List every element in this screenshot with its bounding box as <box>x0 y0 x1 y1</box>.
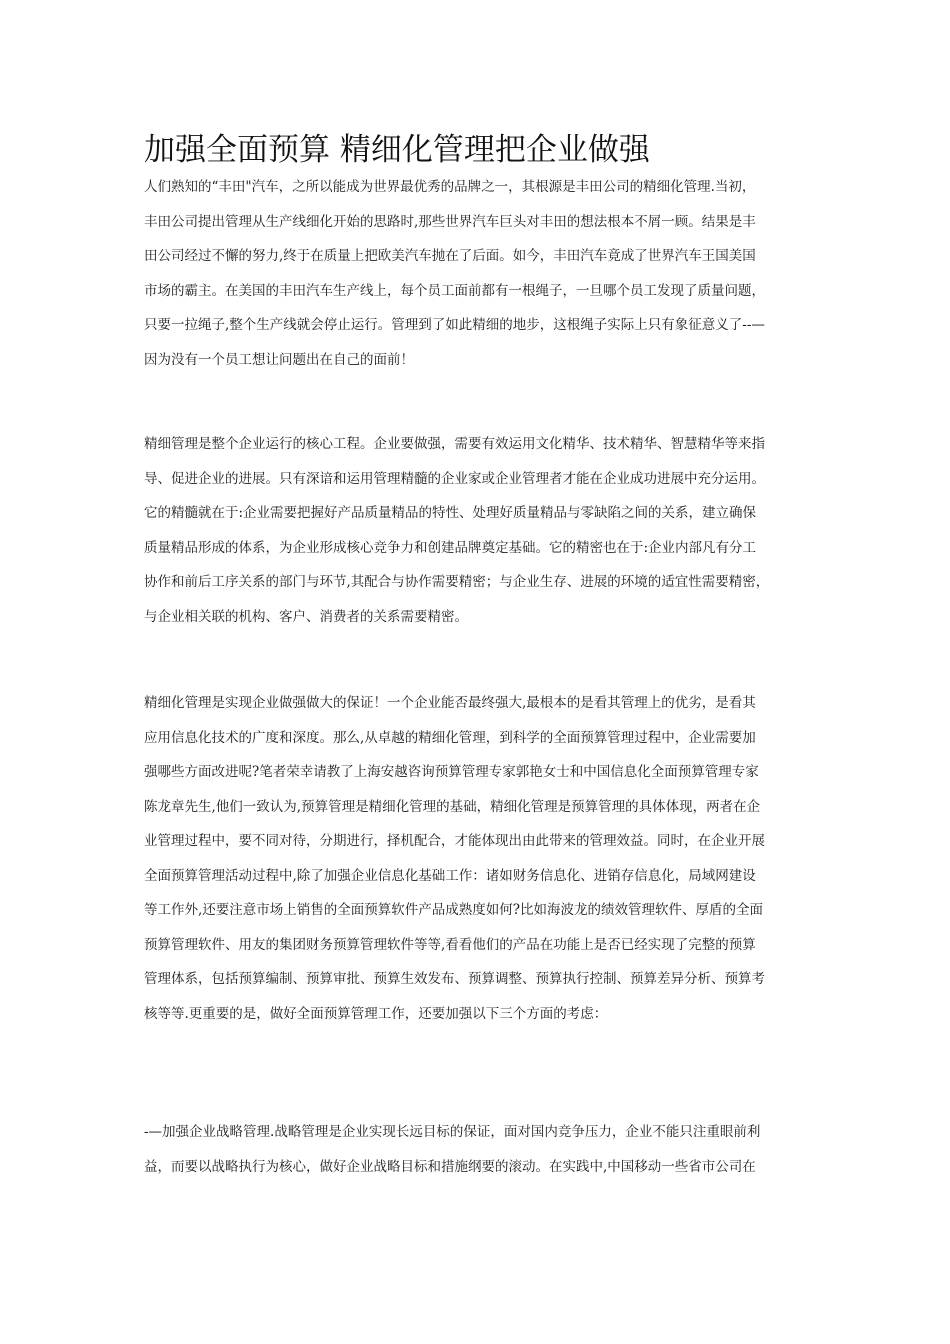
paragraph-line: 人们熟知的“丰田"汽车，之所以能成为世界最优秀的品牌之一，其根源是丰田公司的精细化管理.当初， <box>144 179 756 195</box>
paragraph-line: 强哪些方面改进呢?笔者荣幸请教了上海安越咨询预算管理专家郭艳女士和中国信息化全面预算管理专家 <box>144 764 759 780</box>
paragraph-strategy <box>144 1115 808 1184</box>
paragraph-line: 它的精髓就在于:企业需要把握好产品质量精品的特性、处理好质量精品与零缺陷之间的关系，建立确保 <box>144 505 757 521</box>
paragraph-line: 预算管理软件、用友的集团财务预算管理软件等等,看看他们的产品在功能上是否已经实现了完整的预算 <box>144 936 756 953</box>
paragraph-line: 只要一拉绳子,整个生产线就会停止运行。管理到了如此精细的地步，这根绳子实际上只有象征意义了--— <box>144 317 765 333</box>
paragraph-toyota <box>144 170 808 377</box>
paragraph-line: -—加强企业战略管理.战略管理是企业实现长远目标的保证，面对国内竞争压力，企业不能只注重眼前利 <box>144 1124 761 1140</box>
paragraph-line: 核等等.更重要的是，做好全面预算管理工作，还要加强以下三个方面的考虑： <box>144 1005 608 1022</box>
paragraph-line: 市场的霸主。在美国的丰田汽车生产线上，每个员工面前都有一根绳子，一旦哪个员工发现了质量问题， <box>144 282 765 299</box>
paragraph-line: 精细管理是整个企业运行的核心工程。企业要做强，需要有效运用文化精华、技术精华、智慧精华等来指 <box>144 436 765 452</box>
paragraph-line: 业管理过程中，要不同对待，分期进行，择机配合，才能体现出由此带来的管理效益。同时，在企业开展 <box>144 833 765 849</box>
paragraph-line: 全面预算管理活动过程中,除了加强企业信息化基础工作：诸如财务信息化、进销存信息化，局域网建设 <box>144 867 756 884</box>
paragraph-line: 因为没有一个员工想让问题出在自己的面前！ <box>144 351 414 368</box>
paragraph-line: 导、促进企业的进展。只有深谙和运用管理精髓的企业家或企业管理者才能在企业成功进展中充分运用。 <box>144 470 765 487</box>
paragraph-line: 等工作外,还要注意市场上销售的全面预算软件产品成熟度如何?比如海波龙的绩效管理软件、厚盾的全面 <box>144 902 764 918</box>
paragraph-line: 丰田公司提出管理从生产线细化开始的思路时,那些世界汽车巨头对丰田的想法根本不屑一顾。结果是丰 <box>144 213 756 230</box>
paragraph-line: 与企业相关联的机构、客户、消费者的关系需要精密。 <box>144 608 468 625</box>
paragraph-line: 田公司经过不懈的努力,终于在质量上把欧美汽车抛在了后面。如今，丰田汽车竟成了世界汽车王国美国 <box>144 248 756 264</box>
paragraph-line: 陈龙章先生,他们一致认为,预算管理是精细化管理的基础，精细化管理是预算管理的具体体现，两者在企 <box>144 798 761 815</box>
paragraph-line: 质量精品形成的体系，为企业形成核心竞争力和创建品牌奠定基础。它的精密也在于:企业内部凡有分工 <box>144 539 757 556</box>
document-title: 加强全面预算 精细化管理把企业做强 <box>144 132 650 168</box>
paragraph-line: 应用信息化技术的广度和深度。那么,从卓越的精细化管理，到科学的全面预算管理过程中，企业需要加 <box>144 729 756 746</box>
paragraph-budget-management <box>144 686 808 1031</box>
paragraph-line: 益，而要以战略执行为核心，做好企业战略目标和措施纲要的滚动。在实践中,中国移动一些省市公司在 <box>144 1158 756 1175</box>
paragraph-line: 精细化管理是实现企业做强做大的保证！一个企业能否最终强大,最根本的是看其管理上的优劣，是看其 <box>144 695 756 711</box>
paragraph-line: 协作和前后工序关系的部门与环节,其配合与协作需要精密；与企业生存、进展的环境的适宜性需要精密， <box>144 574 770 590</box>
paragraph-line: 管理体系，包括预算编制、预算审批、预算生效发布、预算调整、预算执行控制、预算差异分析、预算考 <box>144 971 765 987</box>
paragraph-core-engineering <box>144 427 808 634</box>
